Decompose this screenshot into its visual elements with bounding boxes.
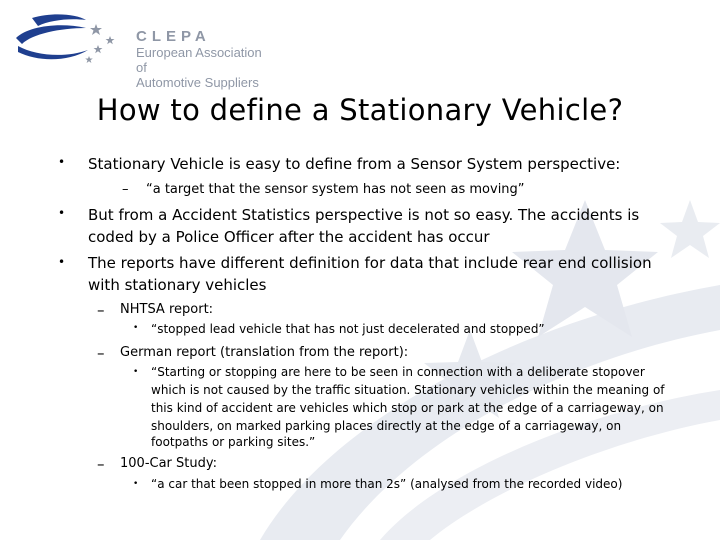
bullet3-line2: with stationary vehicles xyxy=(88,276,267,294)
bullet3-line1: The reports have different definition for data that include rear end collision xyxy=(88,254,652,272)
bullet-marker: • xyxy=(58,255,66,269)
car-study-dash: – xyxy=(97,455,105,473)
car-study-quote: “a car that been stopped in more than 2s” (analysed from the recorded video) xyxy=(151,477,623,491)
clepa-logo-mark xyxy=(14,12,124,68)
german-dash: – xyxy=(97,344,105,362)
german-bullet-marker: • xyxy=(133,367,139,377)
german-quote-line: this kind of accident are vehicles which stop or park at the edge of a carriageway, on xyxy=(151,401,664,415)
german-quote-line: shoulders, on marked parking places directly at the edge of a carriageway, on xyxy=(151,419,622,433)
logo-star-1 xyxy=(90,24,102,35)
bullet1-sub-dash: – xyxy=(122,182,129,197)
bullet2-line1: But from a Accident Statistics perspective is not so easy. The accidents is xyxy=(88,206,640,224)
bullet1-text: Stationary Vehicle is easy to define from a Sensor System perspective: xyxy=(88,155,621,173)
nhtsa-quote: “stopped lead vehicle that has not just decelerated and stopped” xyxy=(151,322,545,336)
german-label: German report (translation from the report): xyxy=(120,345,409,360)
german-quote-line: footpaths or parking sites.” xyxy=(151,435,316,449)
watermark-star-3 xyxy=(660,200,720,258)
logo-subtitle-line1: European Association of xyxy=(136,45,262,75)
logo-star-2 xyxy=(106,36,115,44)
logo-text xyxy=(136,29,264,90)
logo-swoosh-low xyxy=(18,46,88,59)
bullet2-line2: coded by a Police Officer after the accident has occur xyxy=(88,228,490,246)
logo-swoosh-top xyxy=(32,14,86,26)
car-study-label: 100-Car Study: xyxy=(120,456,217,471)
car-study-bullet-marker: • xyxy=(133,479,139,489)
slide-title: How to define a Stationary Vehicle? xyxy=(96,93,624,127)
nhtsa-label: NHTSA report: xyxy=(120,302,214,317)
bullet-marker: • xyxy=(58,206,66,220)
bullet1-sub-text: “a target that the sensor system has not seen as moving” xyxy=(146,182,525,197)
logo-star-4 xyxy=(85,56,93,63)
nhtsa-dash: – xyxy=(97,301,105,319)
logo-swoosh-mid xyxy=(16,25,86,44)
bullet-marker: • xyxy=(58,155,66,169)
german-quote-line: which is not caused by the traffic situation. Stationary vehicles within the meaning of xyxy=(151,383,665,397)
clepa-logo xyxy=(14,12,264,90)
logo-star-3 xyxy=(94,45,103,53)
german-quote-line: “Starting or stopping are here to be seen in connection with a deliberate stopover xyxy=(151,365,645,379)
logo-subtitle-line2: Automotive Suppliers xyxy=(136,75,259,90)
nhtsa-bullet-marker: • xyxy=(133,323,139,333)
logo-name: CLEPA xyxy=(136,28,211,45)
